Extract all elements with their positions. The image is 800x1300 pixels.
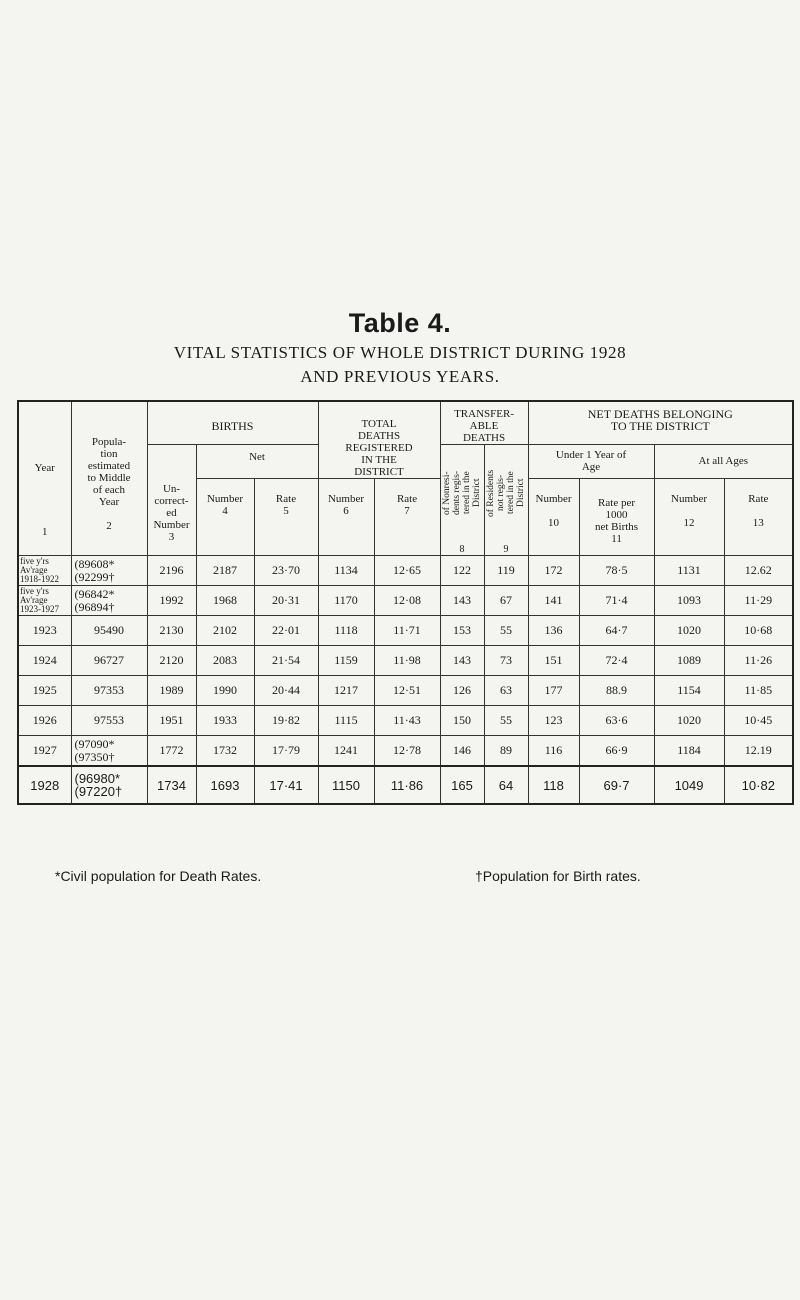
cell-pop: 97353 [71, 676, 147, 706]
cell-res: 119 [484, 556, 528, 586]
cell-deaths: 1170 [318, 586, 374, 616]
cell-birth-rate: 17·41 [254, 766, 318, 804]
cell-all-num: 1154 [654, 676, 724, 706]
header-under-1: Under 1 Year of Age [528, 445, 654, 479]
cell-infant-rate: 88.9 [579, 676, 654, 706]
cell-death-rate: 11·98 [374, 646, 440, 676]
cell-infant-num: 151 [528, 646, 579, 676]
cell-net-births: 2083 [196, 646, 254, 676]
cell-birth-rate: 20·44 [254, 676, 318, 706]
header-all-rate: Rate 13 [724, 479, 793, 556]
cell-nonres: 126 [440, 676, 484, 706]
cell-nonres: 122 [440, 556, 484, 586]
cell-infant-num: 136 [528, 616, 579, 646]
cell-year: five y'rs Av'rage 1918-1922 [18, 556, 71, 586]
table-row [18, 676, 793, 706]
header-net: Net [196, 445, 318, 479]
cell-uncorrected: 1992 [147, 586, 196, 616]
vital-statistics-table [17, 400, 794, 805]
cell-year: 1927 [18, 736, 71, 767]
cell-infant-rate: 69·7 [579, 766, 654, 804]
cell-infant-rate: 78·5 [579, 556, 654, 586]
cell-all-rate: 12.62 [724, 556, 793, 586]
cell-res: 55 [484, 706, 528, 736]
cell-infant-num: 172 [528, 556, 579, 586]
table-title: Table 4. [348, 308, 452, 338]
header-population: Popula- tion estimated to Middle of each Year 2 [71, 401, 147, 556]
cell-nonres: 143 [440, 646, 484, 676]
cell-death-rate: 11·71 [374, 616, 440, 646]
cell-infant-rate: 64·7 [579, 616, 654, 646]
header-deaths-rate: Rate 7 [374, 479, 440, 556]
table-row [18, 616, 793, 646]
table-row [18, 706, 793, 736]
cell-pop: (96842* (96894† [71, 586, 147, 616]
cell-all-num: 1049 [654, 766, 724, 804]
cell-deaths: 1217 [318, 676, 374, 706]
header-infant-rate: Rate per 1000 net Births 11 [579, 479, 654, 556]
header-uncorrected: Un- correct- ed Number 3 [147, 445, 196, 556]
header-net-rate: Rate 5 [254, 479, 318, 556]
cell-uncorrected: 2196 [147, 556, 196, 586]
header-total-deaths: TOTAL DEATHS REGISTERED IN THE DISTRICT [318, 401, 440, 479]
header-all-number: Number 12 [654, 479, 724, 556]
cell-all-rate: 11·26 [724, 646, 793, 676]
cell-birth-rate: 22·01 [254, 616, 318, 646]
cell-infant-rate: 72·4 [579, 646, 654, 676]
cell-year: 1925 [18, 676, 71, 706]
cell-death-rate: 12·51 [374, 676, 440, 706]
cell-deaths: 1241 [318, 736, 374, 767]
cell-pop: (89608* (92299† [71, 556, 147, 586]
cell-birth-rate: 20·31 [254, 586, 318, 616]
cell-death-rate: 12·78 [374, 736, 440, 767]
cell-all-rate: 12.19 [724, 736, 793, 767]
table-row [18, 556, 793, 586]
cell-pop: 97553 [71, 706, 147, 736]
cell-all-rate: 11·85 [724, 676, 793, 706]
cell-pop: 96727 [71, 646, 147, 676]
cell-res: 67 [484, 586, 528, 616]
cell-year: 1928 [18, 766, 71, 804]
cell-deaths: 1150 [318, 766, 374, 804]
subtitle-line-1: VITAL STATISTICS OF WHOLE DISTRICT DURING 1928 [173, 343, 627, 362]
table-row [18, 766, 793, 804]
header-net-deaths: NET DEATHS BELONGING TO THE DISTRICT [528, 401, 793, 445]
cell-all-num: 1093 [654, 586, 724, 616]
cell-res: 63 [484, 676, 528, 706]
cell-all-rate: 10·45 [724, 706, 793, 736]
cell-death-rate: 11·86 [374, 766, 440, 804]
cell-nonres: 146 [440, 736, 484, 767]
header-deaths-number: Number 6 [318, 479, 374, 556]
cell-nonres: 165 [440, 766, 484, 804]
subtitle-line-2: AND PREVIOUS YEARS. [300, 367, 500, 386]
cell-nonres: 143 [440, 586, 484, 616]
cell-death-rate: 11·43 [374, 706, 440, 736]
cell-uncorrected: 2130 [147, 616, 196, 646]
cell-birth-rate: 21·54 [254, 646, 318, 676]
cell-net-births: 1693 [196, 766, 254, 804]
cell-infant-rate: 66·9 [579, 736, 654, 767]
cell-infant-num: 123 [528, 706, 579, 736]
footnote-civil: *Civil population for Death Rates. [55, 868, 262, 884]
cell-all-num: 1089 [654, 646, 724, 676]
cell-deaths: 1118 [318, 616, 374, 646]
cell-infant-num: 118 [528, 766, 579, 804]
cell-uncorrected: 1734 [147, 766, 196, 804]
cell-infant-num: 177 [528, 676, 579, 706]
table-row [18, 586, 793, 616]
cell-net-births: 1968 [196, 586, 254, 616]
cell-deaths: 1115 [318, 706, 374, 736]
cell-year: five y'rs Av'rage 1923-1927 [18, 586, 71, 616]
cell-nonres: 153 [440, 616, 484, 646]
cell-res: 64 [484, 766, 528, 804]
header-all-ages: At all Ages [654, 445, 793, 479]
cell-infant-num: 141 [528, 586, 579, 616]
cell-death-rate: 12·08 [374, 586, 440, 616]
cell-deaths: 1159 [318, 646, 374, 676]
cell-year: 1923 [18, 616, 71, 646]
table-row [18, 646, 793, 676]
cell-infant-rate: 71·4 [579, 586, 654, 616]
cell-res: 55 [484, 616, 528, 646]
cell-pop: (96980* (97220† [71, 766, 147, 804]
cell-uncorrected: 2120 [147, 646, 196, 676]
cell-net-births: 2102 [196, 616, 254, 646]
cell-uncorrected: 1951 [147, 706, 196, 736]
cell-pop: 95490 [71, 616, 147, 646]
cell-deaths: 1134 [318, 556, 374, 586]
cell-year: 1926 [18, 706, 71, 736]
header-transferable-deaths: TRANSFER- ABLE DEATHS [440, 401, 528, 445]
cell-all-rate: 11·29 [724, 586, 793, 616]
header-year: Year 1 [18, 401, 71, 556]
table-subtitle [0, 341, 800, 389]
cell-uncorrected: 1989 [147, 676, 196, 706]
cell-year: 1924 [18, 646, 71, 676]
cell-net-births: 1990 [196, 676, 254, 706]
cell-birth-rate: 17·79 [254, 736, 318, 767]
header-infant-number: Number 10 [528, 479, 579, 556]
header-residents: of Residents not regis- tered in the District 9 [484, 445, 528, 556]
cell-uncorrected: 1772 [147, 736, 196, 767]
cell-birth-rate: 23·70 [254, 556, 318, 586]
cell-all-num: 1020 [654, 706, 724, 736]
footnote-birth: †Population for Birth rates. [475, 868, 641, 884]
cell-infant-rate: 63·6 [579, 706, 654, 736]
header-net-number: Number 4 [196, 479, 254, 556]
table-row [18, 736, 793, 767]
cell-res: 73 [484, 646, 528, 676]
cell-pop: (97090* (97350† [71, 736, 147, 767]
cell-death-rate: 12·65 [374, 556, 440, 586]
cell-all-rate: 10·68 [724, 616, 793, 646]
cell-net-births: 1732 [196, 736, 254, 767]
cell-all-num: 1131 [654, 556, 724, 586]
cell-net-births: 2187 [196, 556, 254, 586]
header-nonresidents: of Nonresi- dents regis- tered in the District 8 [440, 445, 484, 556]
cell-all-rate: 10·82 [724, 766, 793, 804]
header-births: BIRTHS [147, 401, 318, 445]
cell-res: 89 [484, 736, 528, 767]
cell-nonres: 150 [440, 706, 484, 736]
cell-all-num: 1184 [654, 736, 724, 767]
cell-birth-rate: 19·82 [254, 706, 318, 736]
cell-all-num: 1020 [654, 616, 724, 646]
cell-net-births: 1933 [196, 706, 254, 736]
table-body [18, 556, 793, 805]
cell-infant-num: 116 [528, 736, 579, 767]
